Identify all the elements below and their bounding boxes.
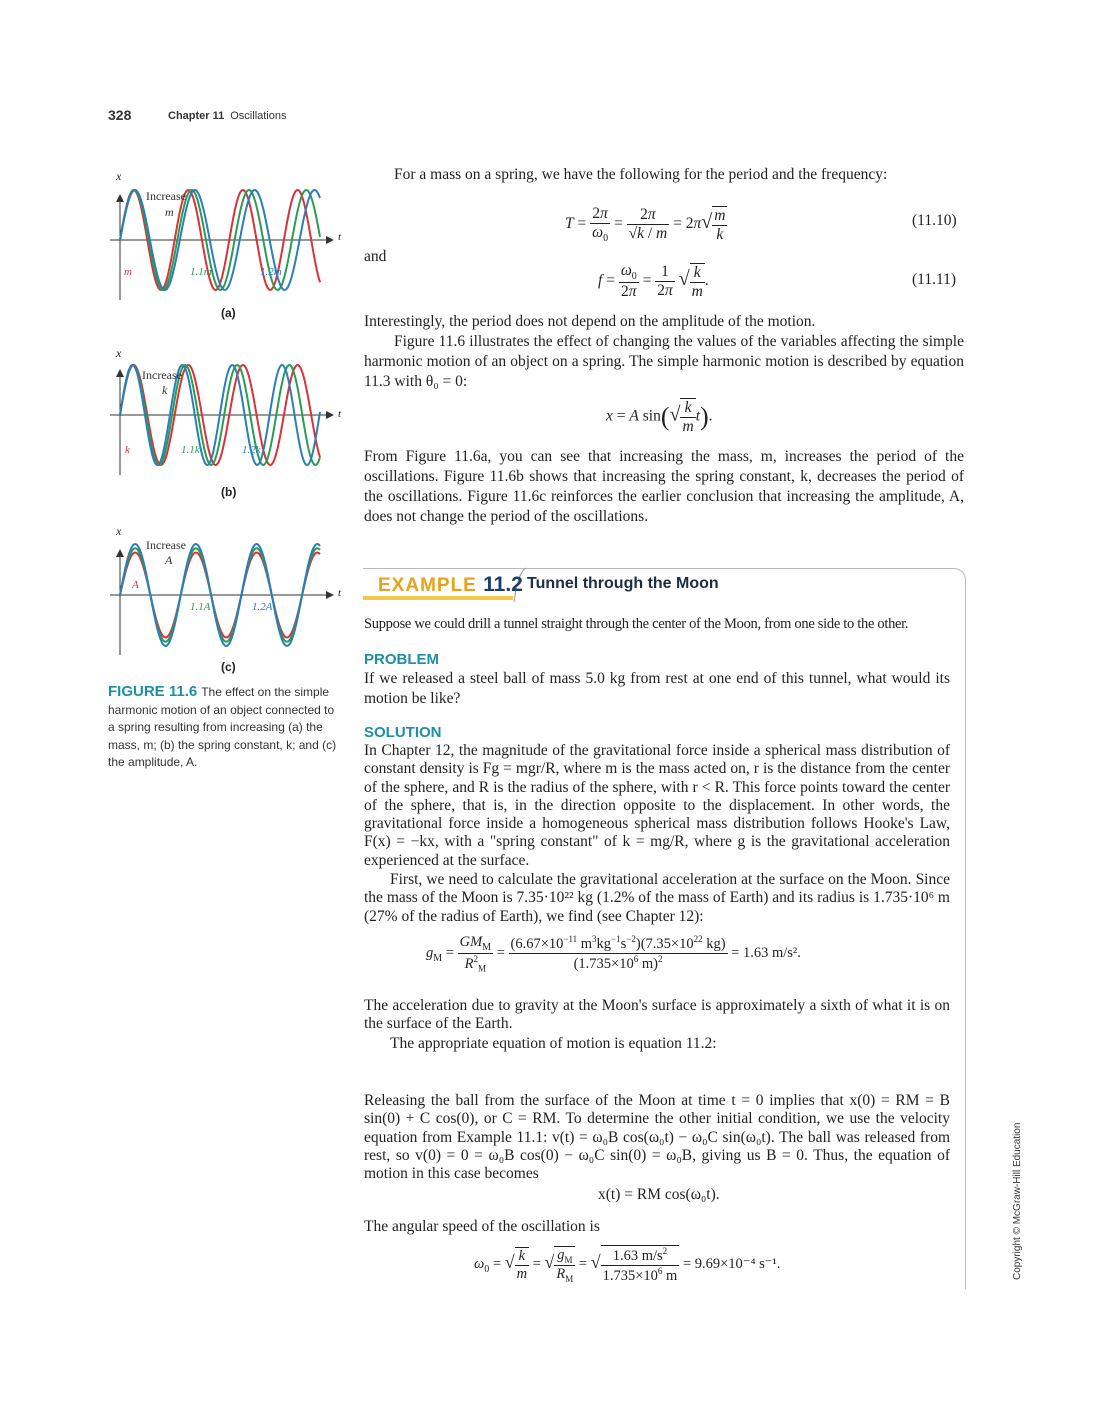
paragraph-figure-description: Figure 11.6 illustrates the effect of changing the values of the variables affecting the simple harmonic motion of an object on a spring. The simple harmonic motion is described by equation 11.3 with θ₀ = 0:: [364, 333, 964, 390]
page-number: 328: [108, 107, 132, 123]
increase-var-c: A: [165, 553, 173, 567]
curve-label-b2: 1.1k: [181, 444, 200, 456]
panel-tag-b: (b): [221, 485, 237, 499]
figure-caption: [108, 683, 343, 772]
curve-label-c1: A: [132, 579, 139, 591]
curve-label-c2: 1.1A: [190, 601, 211, 613]
chapter-label: Chapter 11: [168, 110, 225, 122]
curve-label-b3: 1.2k: [242, 444, 261, 456]
equation-xt: x(t) = RM cos(ω₀t).: [598, 1186, 720, 1203]
solution-paragraph-6: The angular speed of the oscillation is: [364, 1218, 600, 1235]
axis-t-label-c: t: [338, 587, 342, 599]
curve-label-a1: m: [124, 266, 132, 278]
increase-label-b: Increase: [142, 368, 182, 382]
example-title: Tunnel through the Moon: [527, 575, 719, 592]
solution-paragraph-1: In Chapter 12, the magnitude of the gravitational force inside a spherical mass distribution of constant density is Fg = mgr/R, where m is the mass acted on, r is the distance from the center of the sphere, and R is the radius of the sphere, with r < R. This force points toward the center of the sphere, that is, in the direction opposite to the displacement. In other words, the gravitational force inside a homogeneous spherical mass distribution follows Hooke's Law, F(x) = −kx, with a "spring constant" of k = mg/R, where g is the gravitational acceleration experienced at the surface.: [364, 742, 950, 869]
figure-caption-head: FIGURE 11.6: [108, 683, 198, 700]
figure-caption-text: The effect on the simple harmonic motion of an object connected to a spring resulting from increasing (a) the mass, m; (b) the spring constant, k; and (c) the amplitude, A.: [108, 685, 337, 769]
solution-paragraph-3: The acceleration due to gravity at the Moon's surface is approximately a sixth of what it is on the surface of the Earth.: [364, 997, 950, 1033]
axis-x-label-a: x: [116, 169, 122, 183]
increase-label-c: Increase: [146, 538, 186, 552]
curve-label-a3: 1.2m: [260, 266, 282, 278]
curve-label-c3: 1.2A: [252, 601, 273, 613]
chapter-title: Oscillations: [230, 110, 287, 122]
panel-tag-a: (a): [221, 306, 236, 320]
axis-t-label-a: t: [338, 231, 342, 243]
solution-paragraph-4: The appropriate equation of motion is equation 11.2:: [390, 1035, 717, 1052]
panel-tag-c: (c): [221, 660, 236, 674]
axis-t-label-b: t: [338, 408, 342, 420]
equation-number-11-10: (11.10): [912, 212, 957, 229]
equation-gm: $g_M$ = $\frac{GM_M}{R^2_M}$ = $\frac{(6.67\times 10^{-11} m^3kg^{-1}s^{-2})(7.35\times 10^{22} kg)}{(1.735\times 10^6 m)^2}$ = 1.63 m/s².: [426, 934, 801, 974]
problem-text: If we released a steel ball of mass 5.0 kg from rest at one end of this tunnel, what would its motion be like?: [364, 670, 950, 707]
gm-result: = 1.63 m/s².: [731, 945, 801, 962]
equation-shm: x = A sin(√ $\frac{k}{m}$ t).: [606, 399, 713, 435]
figure-panel-a: [110, 190, 333, 300]
paragraph-figure-conclusion: From Figure 11.6a, you can see that increasing the mass, m, increases the period of the oscillations. Figure 11.6b shows that increasing the spring constant, k, decreases the period of the oscillations. Figure 11.6c reinforces the earlier conclusion that increasing the amplitude, A, does not change the period of the oscillations.: [364, 448, 964, 525]
increase-var-b: k: [162, 383, 168, 397]
omega-result: = 9.69×10⁻⁴ s⁻¹.: [682, 1256, 781, 1273]
running-header: [168, 110, 287, 122]
example-label-word: EXAMPLE: [378, 575, 477, 596]
solution-heading: SOLUTION: [364, 724, 442, 741]
and-word: and: [364, 248, 387, 265]
equation-number-11-11: (11.11): [912, 271, 957, 288]
equation-omega: $\omega_0$ = √ $\frac{k}{m}$ = √ $\frac{g_M}{R_M}$ = √ $\frac{1.63 m/s^2}{1.735\times 10^6 m}$ = 9.69×10⁻⁴ s⁻¹.: [474, 1246, 781, 1284]
axis-x-label-c: x: [116, 524, 122, 538]
figure-11-6: [108, 165, 358, 655]
increase-var-a: m: [165, 205, 174, 219]
figure-panel-c: [110, 544, 333, 655]
axis-x-label-b: x: [116, 346, 122, 360]
solution-paragraph-2: First, we need to calculate the gravitational acceleration at the surface on the Moon. Since the mass of the Moon is 7.35·10²² kg (1.2% of the mass of Earth) and its radius is 1.735·10⁶ m (27% of the radius of Earth), we find (see Chapter 12):: [364, 871, 950, 925]
curve-label-b1: k: [125, 444, 130, 456]
increase-label-a: Increase: [146, 189, 186, 203]
problem-heading: PROBLEM: [364, 651, 439, 668]
solution-paragraph-5: Releasing the ball from the surface of the Moon at time t = 0 implies that x(0) = RM = B sin(0) + C cos(0), or C = RM. To determine the other initial condition, we use the velocity equation from Example 11.1: v(t) = ω₀B cos(ω₀t) − ω₀C sin(ω₀t). The ball was released from rest, so v(0) = 0 = ω₀B cos(0) − ω₀C sin(0) = ω₀B, giving us B = 0. Thus, the equation of motion in this case becomes: [364, 1092, 950, 1183]
equation-11-10: T = $\frac{2\pi}{\omega_0}$ = $\frac{2\pi}{√k / m}$ = 2π√ $\frac{m}{k}$: [565, 205, 726, 245]
example-label-number: 11.2: [483, 573, 523, 596]
intro-paragraph: For a mass on a spring, we have the following for the period and the frequency:: [394, 166, 888, 183]
paragraph-amplitude: Interestingly, the period does not depend on the amplitude of the motion.: [364, 313, 816, 330]
curve-label-a2: 1.1m: [190, 266, 212, 278]
example-intro: Suppose we could drill a tunnel straight through the center of the Moon, from one side to the other.: [364, 616, 909, 632]
example-label: [378, 573, 523, 597]
copyright-notice: Copyright © McGraw-Hill Education: [1012, 1122, 1023, 1280]
equation-11-11: f = $\frac{\omega_0}{2\pi}$ = $\frac{1}{2\pi}$ √ $\frac{k}{m}$ .: [598, 262, 709, 301]
